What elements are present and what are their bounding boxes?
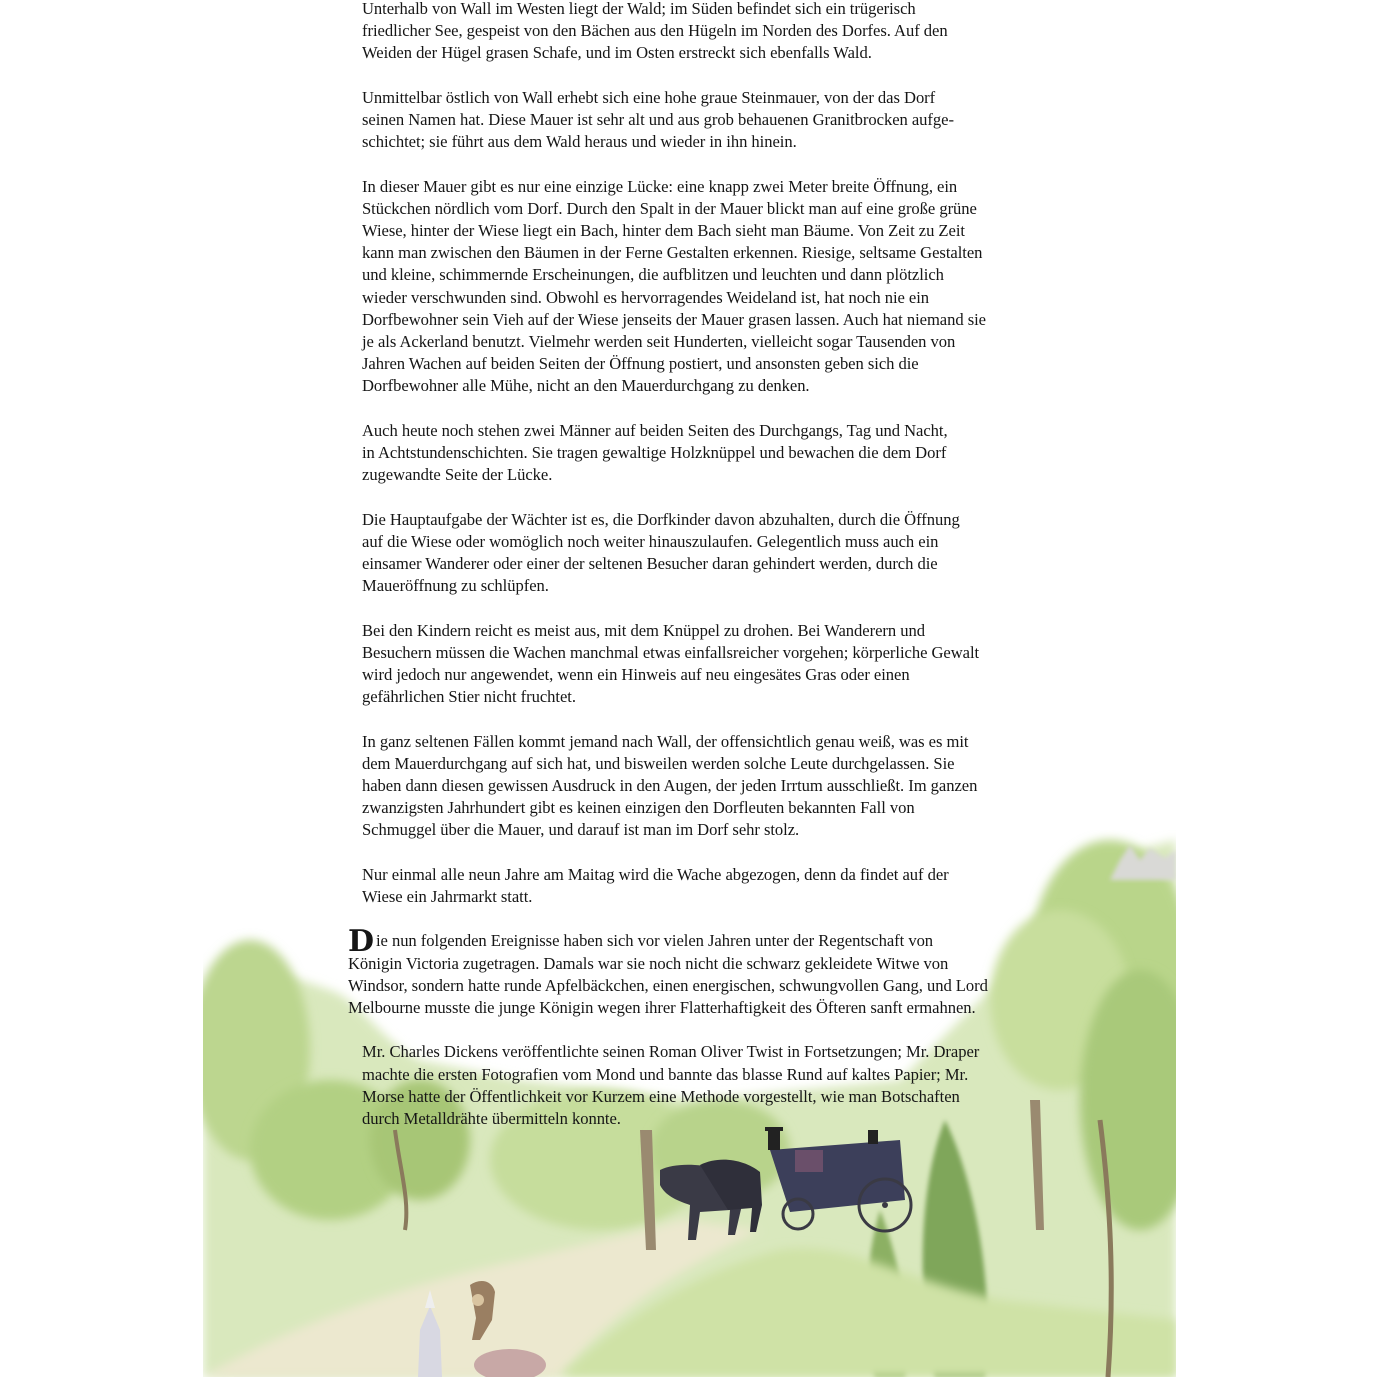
text-line: Wiese ein Jahrmarkt statt.: [362, 887, 533, 907]
text-line: Unmittelbar östlich von Wall erhebt sich eine hohe graue Steinmauer, von der das Dorf: [362, 87, 936, 107]
text-line: Mr. Charles Dickens veröffentlichte seinen Roman Oliver Twist in Fortsetzungen; Mr. Draper: [362, 1042, 980, 1062]
paragraph: [348, 420, 1038, 487]
text-line: dem Mauerdurchgang auf sich hat, und bisweilen werden solche Leute durchgelassen. Sie: [362, 753, 955, 773]
paragraph: [348, 864, 1038, 908]
text-line: Maueröffnung zu schlüpfen.: [362, 576, 549, 596]
paragraph: [348, 620, 1038, 709]
text-line: wird jedoch nur angewendet, wenn ein Hinweis auf neu eingesätes Gras oder einen: [362, 665, 910, 685]
text-line: friedlicher See, gespeist von den Bächen aus den Hügeln im Norden des Dorfes. Auf den: [362, 21, 948, 41]
paragraph: [348, 924, 1038, 1019]
text-line: Königin Victoria zugetragen. Damals war sie noch nicht die schwarz gekleidete Witwe von: [348, 953, 949, 973]
text-line: wieder verschwunden sind. Obwohl es hervorragendes Weideland ist, hat noch nie ein: [362, 287, 930, 307]
text-line: Weiden der Hügel grasen Schafe, und im Osten erstreckt sich ebenfalls Wald.: [362, 43, 872, 63]
text-line: einsamer Wanderer oder einer der seltenen Besucher daran gehindert werden, durch die: [362, 554, 938, 574]
text-line: schichtet; sie führt aus dem Wald heraus und wieder in ihn hinein.: [362, 132, 797, 152]
text-line: In ganz seltenen Fällen kommt jemand nach Wall, der offensichtlich genau weiß, was es mit: [362, 731, 969, 751]
text-line: und kleine, schimmernde Erscheinungen, die aufblitzen und leuchten und dann plötzlich: [362, 265, 944, 285]
body-text-column: [348, 0, 1038, 1152]
paragraph: [348, 0, 1038, 65]
text-line: ie nun folgenden Ereignisse haben sich vor vielen Jahren unter der Regentschaft von: [375, 931, 934, 951]
text-line: Jahren Wachen auf beiden Seiten der Öffnung postiert, und ansonsten geben sich die: [362, 354, 919, 374]
text-line: seinen Namen hat. Diese Mauer ist sehr alt und aus grob behauenen Granitbrocken aufge-: [362, 110, 954, 129]
text-line: Dorfbewohner sein Vieh auf der Wiese jenseits der Mauer grasen lassen. Auch hat niemand sie: [362, 309, 986, 329]
paragraph: [348, 176, 1038, 398]
paragraph: [348, 1041, 1038, 1130]
text-line: gefährlichen Stier nicht fruchtet.: [362, 687, 576, 707]
text-line: Stückchen nördlich vom Dorf. Durch den Spalt in der Mauer blickt man auf eine große grüne: [362, 198, 977, 218]
text-line: Schmuggel über die Mauer, und darauf ist man im Dorf sehr stolz.: [362, 820, 800, 840]
text-line: Melbourne musste die junge Königin wegen ihrer Flatterhaftigkeit des Öfteren sanft ermahnen.: [348, 998, 976, 1018]
text-line: Nur einmal alle neun Jahre am Maitag wird die Wache abgezogen, denn da findet auf der: [362, 864, 949, 884]
paragraph: [348, 87, 1038, 154]
text-line: machte die ersten Fotografien vom Mond und bannte das blasse Rund auf kaltes Papier; Mr.: [362, 1064, 969, 1084]
text-line: durch Metalldrähte übermitteln konnte.: [362, 1109, 621, 1129]
text-line: zugewandte Seite der Lücke.: [362, 465, 553, 485]
text-line: kann man zwischen den Bäumen in der Ferne Gestalten erkennen. Riesige, seltsame Gestalten: [362, 243, 983, 263]
text-line: Dorfbewohner alle Mühe, nicht an den Mauerdurchgang zu denken.: [362, 376, 810, 396]
text-line: In dieser Mauer gibt es nur eine einzige Lücke: eine knapp zwei Meter breite Öffnung, ein: [362, 176, 958, 196]
text-line: in Achtstundenschichten. Sie tragen gewaltige Holzknüppel und bewachen die dem Dorf: [362, 443, 947, 463]
paragraph: [348, 509, 1038, 598]
text-line: je als Ackerland benutzt. Vielmehr werden seit Hunderten, vielleicht sogar Tausenden von: [362, 332, 956, 352]
text-line: Auch heute noch stehen zwei Männer auf beiden Seiten des Durchgangs, Tag und Nacht,: [362, 420, 948, 440]
drop-cap-letter: D: [348, 924, 374, 960]
text-line: Windsor, sondern hatte runde Apfelbäckchen, einen energischen, schwungvollen Gang, und Lord: [348, 975, 988, 995]
text-line: Morse hatte der Öffentlichkeit vor Kurzem eine Methode vorgestellt, wie man Botschaften: [362, 1086, 960, 1106]
paragraph: [348, 731, 1038, 842]
text-line: Die Hauptaufgabe der Wächter ist es, die Dorfkinder davon abzuhalten, durch die Öffnung: [362, 509, 960, 529]
text-line: Wiese, hinter der Wiese liegt ein Bach, hinter dem Bach sieht man Bäume. Von Zeit zu Zeit: [362, 221, 965, 240]
text-line: auf die Wiese oder womöglich noch weiter hinauszulaufen. Gelegentlich muss auch ein: [362, 531, 939, 551]
text-line: zwanzigsten Jahrhundert gibt es keinen einzigen den Dorfleuten bekannten Fall von: [362, 798, 915, 818]
text-line: Besuchern müssen die Wachen manchmal etwas einfallsreicher vorgehen; körperliche Gewalt: [362, 642, 980, 662]
text-line: Bei den Kindern reicht es meist aus, mit dem Knüppel zu drohen. Bei Wanderern und: [362, 620, 925, 640]
text-line: haben dann diesen gewissen Ausdruck in den Augen, der jeden Irrtum ausschließt. Im ganzen: [362, 776, 978, 796]
text-line: Unterhalb von Wall im Westen liegt der Wald; im Süden befindet sich ein trügerisch: [362, 0, 916, 18]
